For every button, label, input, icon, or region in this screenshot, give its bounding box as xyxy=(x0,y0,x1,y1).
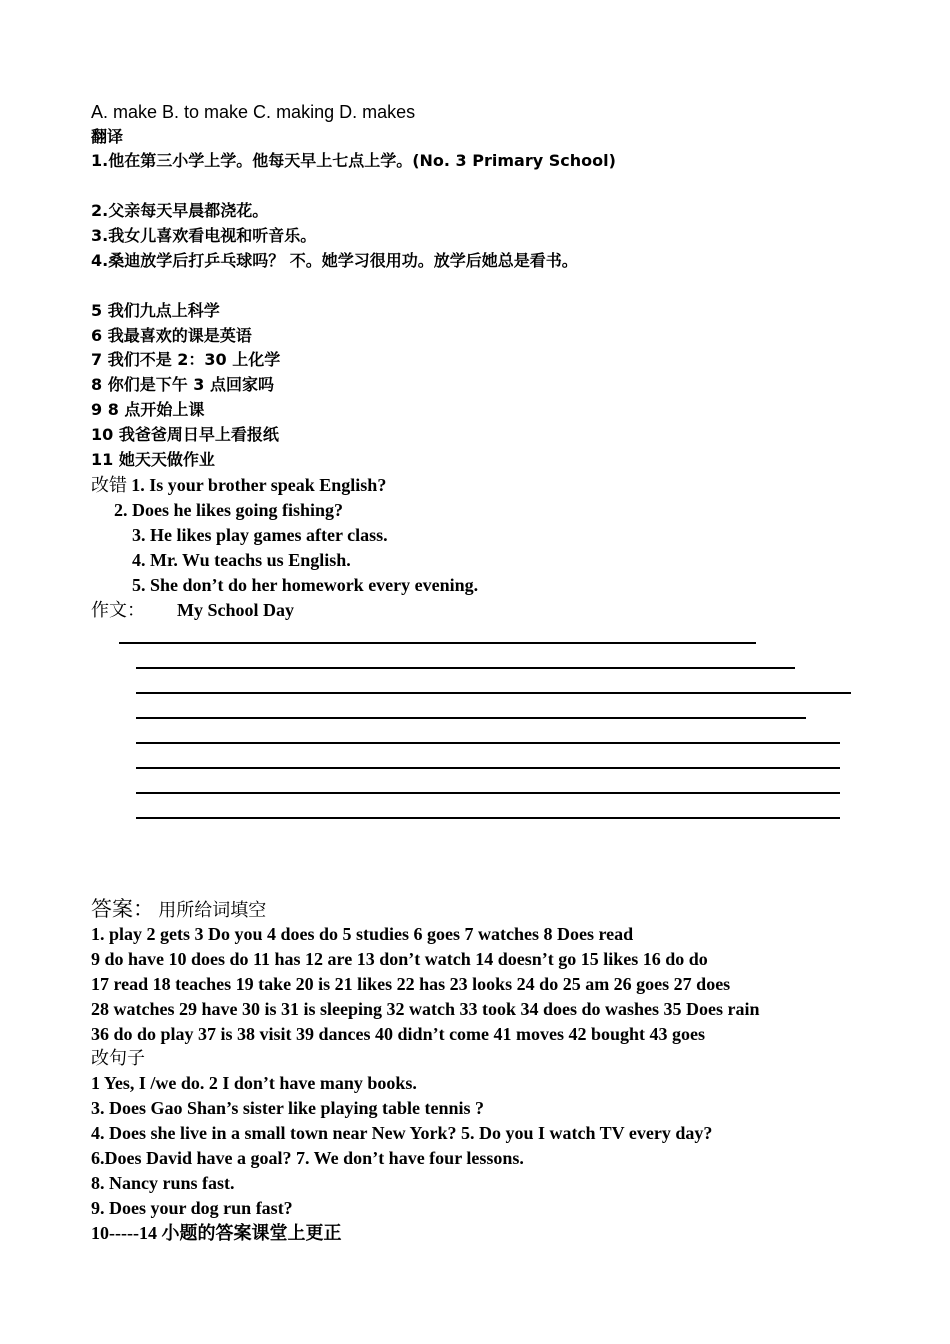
translate-heading: 翻译 xyxy=(91,127,124,146)
writing-line xyxy=(136,742,840,744)
rewrite-answer: 3. Does Gao Shan’s sister like playing table tennis ? xyxy=(91,1098,485,1118)
fill-heading: 用所给词填空 xyxy=(158,900,267,920)
translate-item: 5 我们九点上科学 xyxy=(91,301,220,320)
fill-answers-line: 9 do have 10 does do 11 has 12 are 13 don’t watch 14 doesn’t go 15 likes 16 do do xyxy=(91,949,708,969)
correction-item: 1. Is your brother speak English? xyxy=(131,475,387,495)
rewrite-answer: 9. Does your dog run fast? xyxy=(91,1198,293,1218)
choice-options: A. make B. to make C. making D. makes xyxy=(91,102,416,122)
correction-line-1 xyxy=(91,473,386,498)
fill-answers-line: 1. play 2 gets 3 Do you 4 does do 5 studies 6 goes 7 watches 8 Does read xyxy=(91,924,634,944)
correction-item: 2. Does he likes going fishing? xyxy=(114,500,344,520)
translate-item: 6 我最喜欢的课是英语 xyxy=(91,326,252,345)
answers-heading: 答案： xyxy=(91,897,154,921)
writing-line xyxy=(136,717,806,719)
translate-item: 8 你们是下午 3 点回家吗 xyxy=(91,375,274,394)
translate-item: 1.他在第三小学上学。他每天早上七点上学。(No. 3 Primary School) xyxy=(91,151,616,170)
writing-line xyxy=(136,817,840,819)
translate-item: 10 我爸爸周日早上看报纸 xyxy=(91,425,279,444)
rewrite-answer: 6.Does David have a goal? 7. We don’t have four lessons. xyxy=(91,1148,524,1168)
translate-item: 9 8 点开始上课 xyxy=(91,400,205,419)
writing-line xyxy=(119,642,756,644)
rewrite-answer: 1 Yes, I /we do. 2 I don’t have many books. xyxy=(91,1073,417,1093)
rewrite-answer: 4. Does she live in a small town near New York? 5. Do you I watch TV every day? xyxy=(91,1123,713,1143)
fill-answers-line: 28 watches 29 have 30 is 31 is sleeping 32 watch 33 took 34 does do washes 35 Does rain xyxy=(91,999,760,1019)
translate-item: 11 她天天做作业 xyxy=(91,450,215,469)
fill-answers-line: 36 do do play 37 is 38 visit 39 dances 40 didn’t come 41 moves 42 bought 43 goes xyxy=(91,1024,706,1044)
rewrite-heading: 改句子 xyxy=(91,1048,145,1068)
correction-item: 4. Mr. Wu teachs us English. xyxy=(132,550,351,570)
composition-title: My School Day xyxy=(177,600,294,620)
translate-item: 7 我们不是 2：30 上化学 xyxy=(91,350,281,369)
writing-line xyxy=(136,767,840,769)
correction-item: 3. He likes play games after class. xyxy=(132,525,388,545)
composition-heading: 作文： xyxy=(91,600,145,620)
rewrite-answer: 8. Nancy runs fast. xyxy=(91,1173,235,1193)
correction-heading: 改错 xyxy=(91,475,127,495)
translate-item: 2.父亲每天早晨都浇花。 xyxy=(91,201,269,220)
answers-heading-line xyxy=(91,897,266,923)
correction-item: 5. She don’t do her homework every evening. xyxy=(132,575,479,595)
writing-line xyxy=(136,667,795,669)
fill-answers-line: 17 read 18 teaches 19 take 20 is 21 likes 22 has 23 looks 24 do 25 am 26 goes 27 does xyxy=(91,974,731,994)
translate-item: 3.我女儿喜欢看电视和听音乐。 xyxy=(91,226,317,245)
rewrite-answer: 10-----14 小题的答案课堂上更正 xyxy=(91,1223,342,1243)
writing-line xyxy=(136,692,851,694)
translate-item: 4.桑迪放学后打乒乓球吗？ 不。她学习很用功。放学后她总是看书。 xyxy=(91,251,578,270)
writing-line xyxy=(136,792,840,794)
